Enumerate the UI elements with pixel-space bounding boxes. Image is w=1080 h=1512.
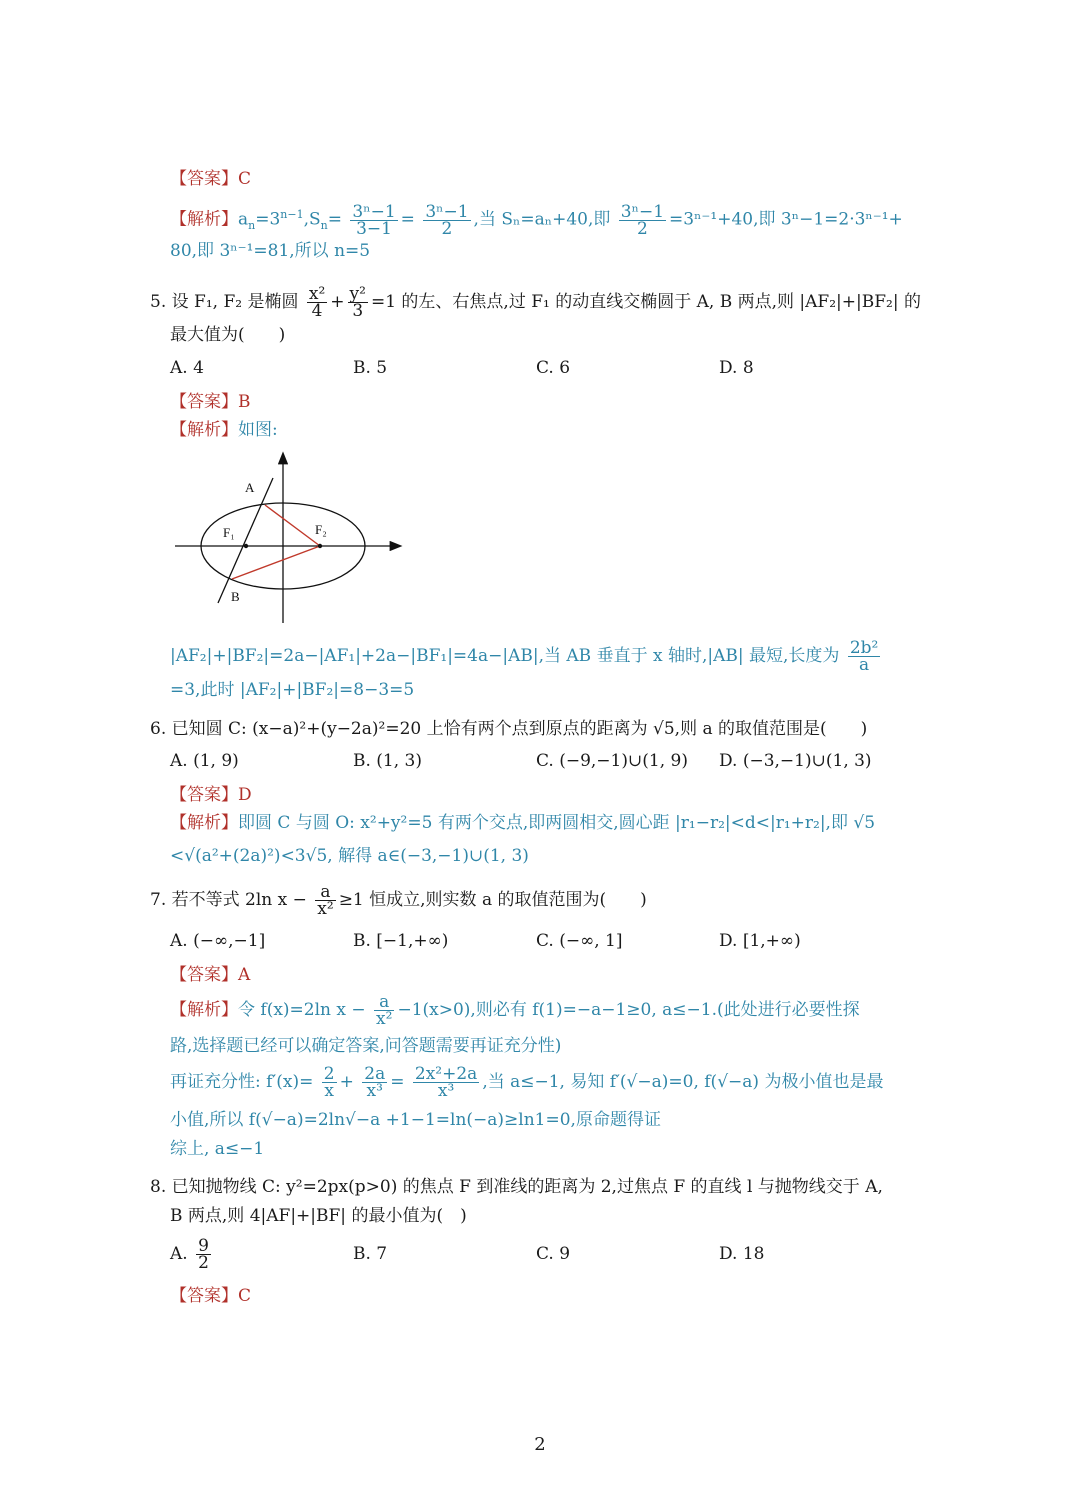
answer-bracket-open: 【 [170,169,187,189]
q8-option-c: C. 9 [536,1244,571,1264]
q6-option-a: A. (1, 9) [170,751,239,771]
q7-option-a: A. (−∞,−1] [170,931,266,951]
q8-option-a: A. $\frac{9}{2}$ [170,1236,209,1273]
q5-option-d: D. 8 [719,358,754,378]
q6-option-b: B. (1, 3) [353,751,423,771]
label-b: B [231,589,240,604]
answer-value: B [238,392,251,412]
q4-answer [170,168,251,190]
segment-bf2 [232,546,320,579]
fraction: $\frac{a}{\text{x²}}$ [317,882,334,919]
fraction: $\frac{\text{3ⁿ−1}}{2}$ [425,201,469,239]
answer-value: C [238,169,252,189]
q6-explanation-line1: 【解析】即圆 C 与圆 O: x²+y²=5 有两个交点,即两圆相交,圆心距 |r₁−r₂|<d<|r₁+r₂|,即 √5 [170,813,876,833]
q5-answer: 【答案】B [170,392,251,412]
fraction: $\frac{9}{2}$ [198,1236,209,1273]
q5-option-c: C. 6 [536,358,571,378]
focus-f2 [318,544,322,548]
fraction: $\frac{2}{x}$ [323,1064,335,1101]
ellipse-figure [170,448,410,626]
q7-explanation-line1: 【解析】令 f(x)=2ln x − $\frac{a}{\text{x²}}$ −1(x>0),则必有 f(1)=−a−1≥0, a≤−1.(此处进行必要性探 [170,992,860,1029]
q8-option-b: B. 7 [353,1244,388,1264]
q8-answer: 【答案】C [170,1286,252,1306]
analysis-label: 解析 [187,209,221,230]
fraction: $\frac{2a}{\text{x³}}$ [364,1064,386,1101]
q4-explanation-line1: 【解析】$a_n=3^{n-1},S_n=$ $\frac{\text{3ⁿ−1}}{3-1}$ = $\frac{\text{3ⁿ−1}}{2}$ ,当 Sₙ=aₙ+40,即 $\frac{\text{3ⁿ−1}}{2}$ =3ⁿ⁻¹+40,即 3ⁿ−1=2·3ⁿ⁻¹+ [170,201,903,239]
fraction: $\frac{\text{x²}}{4}$ [308,284,326,321]
fraction: $\frac{\text{2b²}}{a}$ [849,638,879,675]
q7-explanation-line5: 综上, a≤−1 [170,1139,265,1159]
focus-f1 [244,544,248,548]
q5-explanation-line1: |AF₂|+|BF₂|=2a−|AF₁|+2a−|BF₁|=4a−|AB|,当 AB 垂直于 x 轴时,|AB| 最短,长度为 $\frac{\text{2b²}}{a}$ [170,638,879,675]
q6-answer: 【答案】D [170,785,252,805]
q5-option-a: A. 4 [170,358,204,378]
answer-value: D [238,785,252,805]
answer-label: 答案 [187,169,221,189]
q7-explanation-line2: 路,选择题已经可以确定答案,问答题需要再证充分性) [170,1036,562,1056]
page-number: 2 [534,1434,546,1455]
q7-option-c: C. (−∞, 1] [536,931,623,951]
answer-value: C [238,1286,252,1306]
q7-stem: 7. 若不等式 2ln x − $\frac{a}{\text{x²}}$ ≥1 恒成立,则实数 a 的取值范围为( ) [150,882,647,919]
q5-explanation-intro: 【解析】如图: [170,420,278,440]
q6-option-d: D. (−3,−1)∪(1, 3) [719,751,872,771]
answer-bracket-close: 】 [221,169,238,189]
label-f1: F₁ [223,525,235,540]
q8-stem-line2: B 两点,则 4|AF|+|BF| 的最小值为( ) [170,1206,467,1226]
answer-value: A [238,965,251,985]
fraction: $\frac{\text{y²}}{3}$ [349,284,366,321]
q5-explanation-line2: =3,此时 |AF₂|+|BF₂|=8−3=5 [170,680,415,700]
label-f2: F₂ [315,522,327,537]
q7-option-b: B. [−1,+∞) [353,931,449,951]
q4-explanation-line2: 80,即 3ⁿ⁻¹=81,所以 n=5 [170,241,371,261]
q6-option-c: C. (−9,−1)∪(1, 9) [536,751,688,771]
q8-option-d: D. 18 [719,1244,765,1264]
q7-explanation-line4: 小值,所以 f(√−a)=2ln√−a +1−1=ln(−a)≥ln1=0,原命题得证 [170,1110,661,1130]
q5-stem-line1: 5. 设 F₁, F₂ 是椭圆 $\frac{\text{x²}}{4}$ + $\frac{\text{y²}}{3}$ =1 的左、右焦点,过 F₁ 的动直线交椭圆于 A, B 两点,则 |AF₂|+|BF₂| 的 [150,284,921,321]
q7-explanation-line3: 再证充分性: f′(x)= $\frac{2}{x}$ + $\frac{2a}{\text{x³}}$ = $\frac{\text{2x²+2a}}{\text{x³}}$ ,当 a≤−1, 易知 f′(√−a)=0, f(√−a) 为极小值也是最 [170,1064,884,1101]
fraction: $\frac{a}{\text{x²}}$ [376,992,393,1029]
q5-stem-line2: 最大值为( ) [170,325,286,345]
q7-answer: 【答案】A [170,965,251,985]
q5-option-b: B. 5 [353,358,388,378]
q6-stem: 6. 已知圆 C: (x−a)²+(y−2a)²=20 上恰有两个点到原点的距离为 √5,则 a 的取值范围是( ) [150,719,868,739]
fraction: $\frac{\text{3ⁿ−1}}{3-1}$ [352,201,396,239]
q7-option-d: D. [1,+∞) [719,931,801,951]
fraction: $\frac{\text{2x²+2a}}{\text{x³}}$ [414,1064,478,1101]
segment-af2 [265,505,320,546]
label-a: A [245,480,255,495]
q8-stem-line1: 8. 已知抛物线 C: y²=2px(p>0) 的焦点 F 到准线的距离为 2,过焦点 F 的直线 l 与抛物线交于 A, [150,1177,883,1197]
fraction: $\frac{\text{3ⁿ−1}}{2}$ [620,201,665,239]
q6-explanation-line2: <√(a²+(2a)²)<3√5, 解得 a∈(−3,−1)∪(1, 3) [170,846,529,866]
